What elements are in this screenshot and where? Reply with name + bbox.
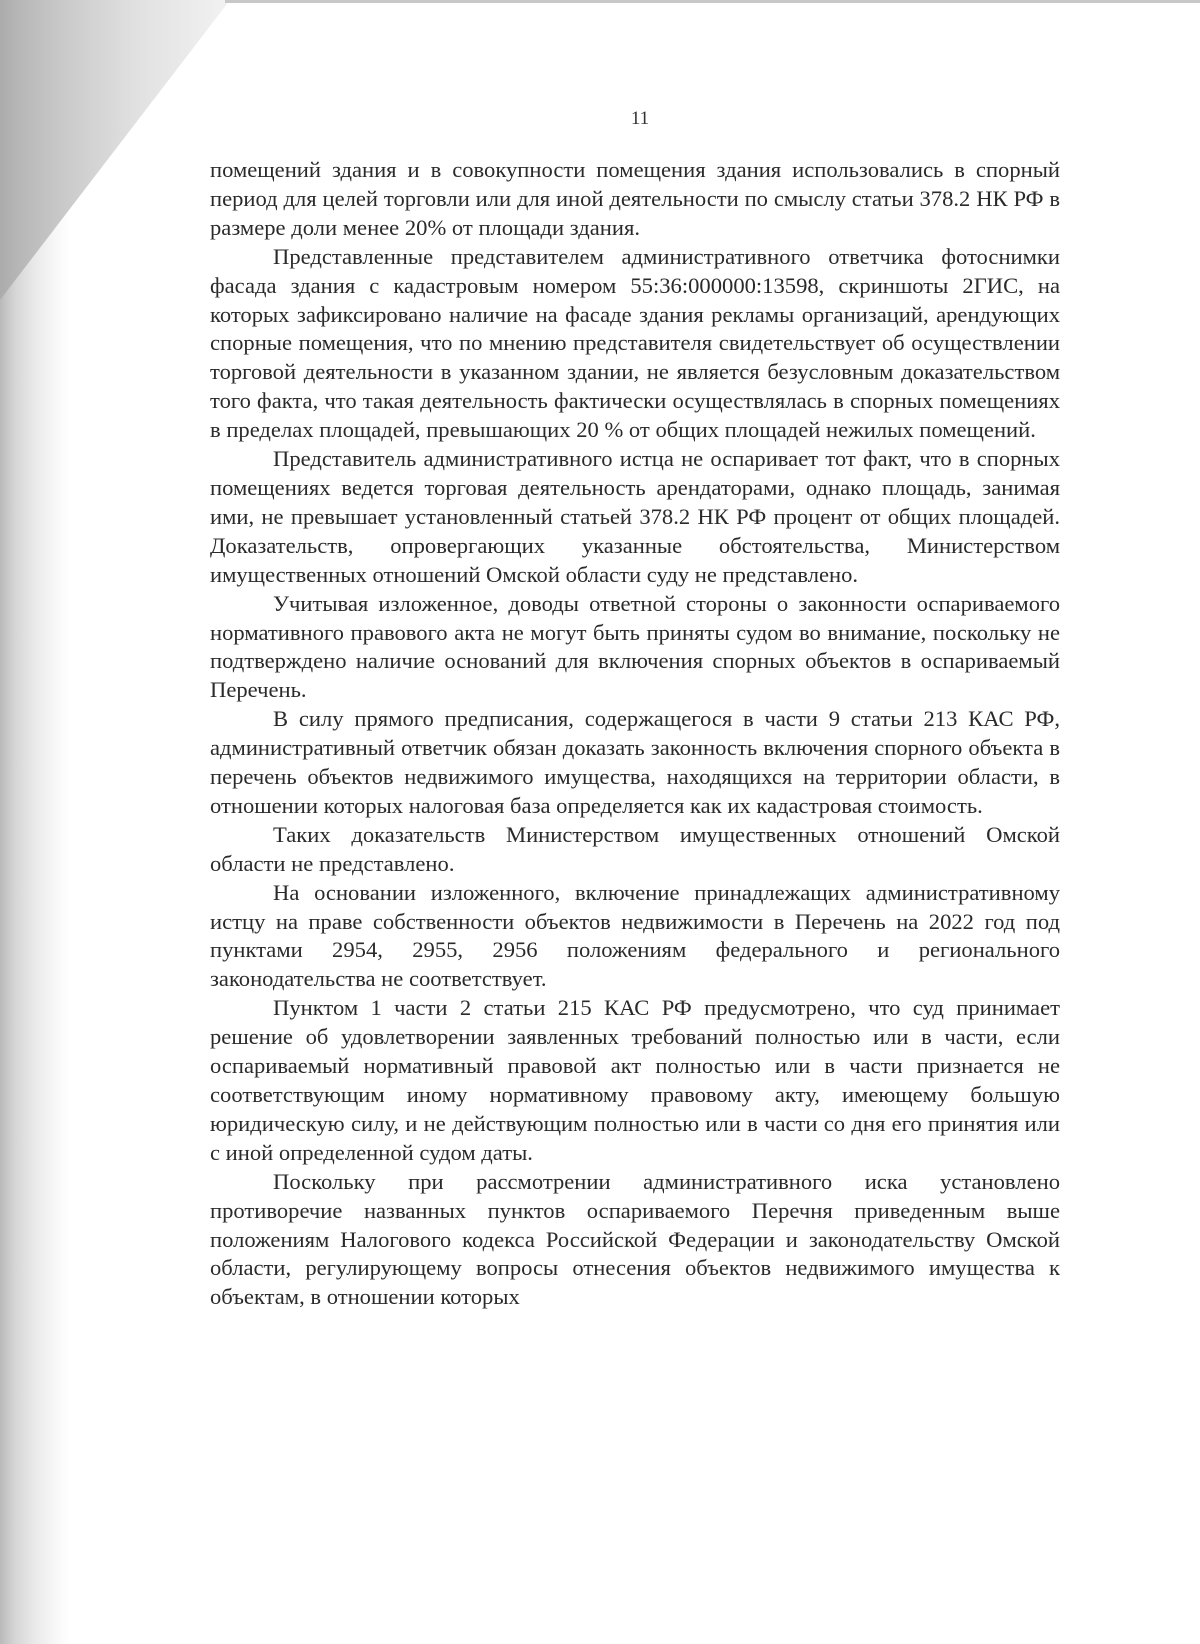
paragraph: Представитель административного истца не оспаривает тот факт, что в спорных помещениях ведется торговая деятельность арендаторами, однако площадь, занимая ими, не превышает установленный статьей 378.2 НК РФ процент от общих площадей. Доказательств, опровергающих указанные обстоятельства, Министерством имущественных отношений Омской области суду не представлено. xyxy=(210,446,1060,587)
page-number: 11 xyxy=(630,108,650,129)
paragraph: помещений здания и в совокупности помещения здания использовались в спорный период для целей торговли или для иной деятельности по смыслу статьи 378.2 НК РФ в размере доли менее 20% от площади здания. xyxy=(210,157,1060,240)
document-body xyxy=(210,156,1060,1312)
paragraph: На основании изложенного, включение принадлежащих административному истцу на праве собственности объектов недвижимости в Перечень на 2022 год под пунктами 2954, 2955, 2956 положениям федерального и регионального законодательства не соответствует. xyxy=(210,879,1060,992)
paragraph: Таких доказательств Министерством имущественных отношений Омской области не представлено. xyxy=(210,821,1060,876)
paragraph: Пунктом 1 части 2 статьи 215 КАС РФ предусмотрено, что суд принимает решение об удовлетворении заявленных требований полностью или в части, если оспариваемый нормативный правовой акт полностью или в части признается не соответствующим иному нормативному правовому акту, имеющему большую юридическую силу, и не действующим полностью или в части со дня его принятия или с иной определенной судом даты. xyxy=(210,995,1060,1165)
paragraph: Учитывая изложенное, доводы ответной стороны о законности оспариваемого нормативного правового акта не могут быть приняты судом во внимание, поскольку не подтверждено наличие оснований для включения спорных объектов в оспариваемый Перечень. xyxy=(210,590,1060,703)
paragraph: Представленные представителем административного ответчика фотоснимки фасада здания с кадастровым номером 55:36:000000:13598, скриншоты 2ГИС, на которых зафиксировано наличие на фасаде здания рекламы организаций, арендующих спорные помещения, что по мнению представителя свидетельствует об осуществлении торговой деятельности в указанном здании, не является безусловным доказательством того факта, что такая деятельность фактически осуществлялась в спорных помещениях в пределах площадей, превышающих 20 % от общих площадей нежилых помещений. xyxy=(210,243,1060,443)
scan-corner-artifact xyxy=(0,0,230,300)
scan-top-edge xyxy=(225,0,1200,3)
paragraph: Поскольку при рассмотрении административного иска установлено противоречие названных пунктов оспариваемого Перечня приведенным выше положениям Налогового кодекса Российской Федерации и законодательству Омской области, регулирующему вопросы отнесения объектов недвижимого имущества к объектам, в отношении которых xyxy=(210,1168,1060,1310)
paragraph: В силу прямого предписания, содержащегося в части 9 статьи 213 КАС РФ, административный ответчик обязан доказать законность включения спорного объекта в перечень объектов недвижимого имущества, находящихся на территории области, в отношении которых налоговая база определяется как их кадастровая стоимость. xyxy=(210,706,1060,818)
